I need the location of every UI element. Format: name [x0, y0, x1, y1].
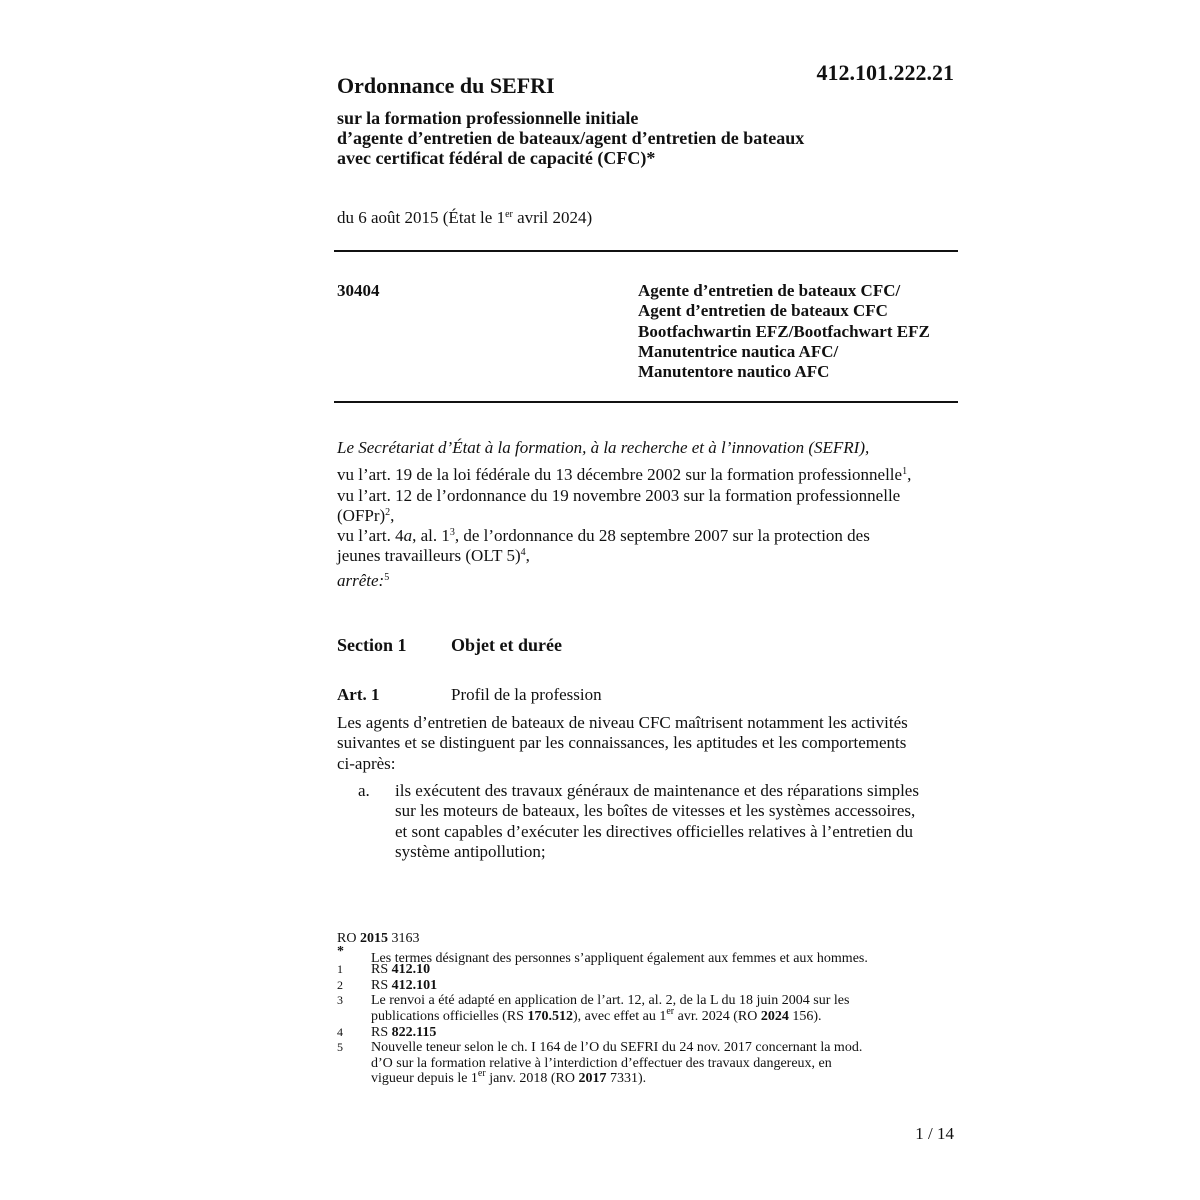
- footnote-4: 4 RS 822.115: [337, 1024, 437, 1040]
- preamble-line: vu l’art. 4a, al. $1^3$, de l’ordonnance du 28 septembre 2007 sur la protection des: [337, 526, 870, 546]
- profession-name: Bootfachwartin EFZ/Bootfachwart EFZ: [638, 321, 930, 341]
- article-heading: [337, 685, 602, 705]
- article-intro-line: suivantes et se distinguent par les connaissances, les aptitudes et les comportements: [337, 733, 907, 753]
- preamble-line: jeunes travailleurs (OLT 5)$^4$,: [337, 546, 530, 566]
- subtitle-line: avec certificat fédéral de capacité (CFC)*: [337, 148, 656, 168]
- page-title: Ordonnance du SEFRI: [337, 73, 555, 98]
- preamble-decree: arrête:$^5$: [337, 570, 390, 590]
- preamble-line: vu l’art. 19 de la loi fédérale du 13 décembre 2002 sur la formation professionnelle$^1$,: [337, 465, 912, 485]
- subtitle-line: d’agente d’entretien de bateaux/agent d’entretien de bateaux: [337, 128, 805, 148]
- divider-top: [334, 250, 958, 252]
- footnote-5: 5 Nouvelle teneur selon le ch. I 164 de l’O du SEFRI du 24 nov. 2017 concernant la mod. d’O sur la formation relative à l’interdiction d’effectuer des travaux dangereux, en vigueur depuis le 1er janv. 2018 (RO 2017 7331).: [337, 1040, 863, 1087]
- section-heading: [337, 635, 562, 656]
- profession-names: [638, 281, 930, 382]
- sr-number: 412.101.222.21: [816, 60, 954, 85]
- profession-name: Manutentore nautico AFC: [638, 362, 830, 382]
- preamble-authority: Le Secrétariat d’État à la formation, à la recherche et à l’innovation (SEFRI),: [337, 438, 870, 457]
- profession-code: 30404: [337, 281, 380, 300]
- profession-name: Manutentrice nautica AFC/: [638, 341, 839, 361]
- list-item-letter: a.: [358, 781, 370, 800]
- footnote-ro: RO 2015 3163: [337, 931, 420, 946]
- list-item-text: ils exécutent des travaux généraux de maintenance et des réparations simples sur les moteurs de bateaux, les boîtes de vitesses et les systèmes accessoires, et sont capables d’exécuter les directives officielles relatives à l’entretien du système antipollution;: [395, 781, 919, 861]
- footnotes: [337, 931, 868, 1087]
- article-title: Profil de la profession: [451, 685, 602, 704]
- profession-name: Agent d’entretien de bateaux CFC: [638, 301, 888, 321]
- article-intro-line: Les agents d’entretien de bateaux de niveau CFC maîtrisent notamment les activités: [337, 713, 908, 732]
- section-label: Section 1: [337, 635, 407, 655]
- subtitle: [337, 108, 804, 168]
- preamble-line: (OFPr)$^2$,: [337, 505, 395, 525]
- article-intro-line: ci-après:: [337, 753, 396, 773]
- footnote-2: 2 RS 412.101: [337, 977, 438, 993]
- footnote-star: * Les termes désignant des personnes s’appliquent également aux femmes et aux hommes.: [337, 943, 868, 966]
- article-label: Art. 1: [337, 685, 380, 704]
- footnote-1: 1 RS 412.10: [337, 962, 431, 978]
- footnote-3: 3 Le renvoi a été adapté en application de l’art. 12, al. 2, de la L du 18 juin 2004 sur les publications officielles (RS 170.512), avec effet au 1er avr. 2024 (RO 2024 156).: [337, 993, 850, 1024]
- profession-name: Agente d’entretien de bateaux CFC/: [638, 281, 901, 300]
- page-number: 1 / 14: [915, 1124, 954, 1143]
- ordinance-date: du 6 août 2015 (État le 1er avril 2024): [337, 208, 593, 227]
- preamble: [337, 438, 957, 591]
- section-title: Objet et durée: [451, 635, 562, 655]
- divider-bottom: [334, 401, 958, 403]
- preamble-line: vu l’art. 12 de l’ordonnance du 19 novembre 2003 sur la formation professionnelle: [337, 485, 901, 505]
- subtitle-line: sur la formation professionnelle initiale: [337, 108, 639, 128]
- article-intro: [337, 713, 957, 774]
